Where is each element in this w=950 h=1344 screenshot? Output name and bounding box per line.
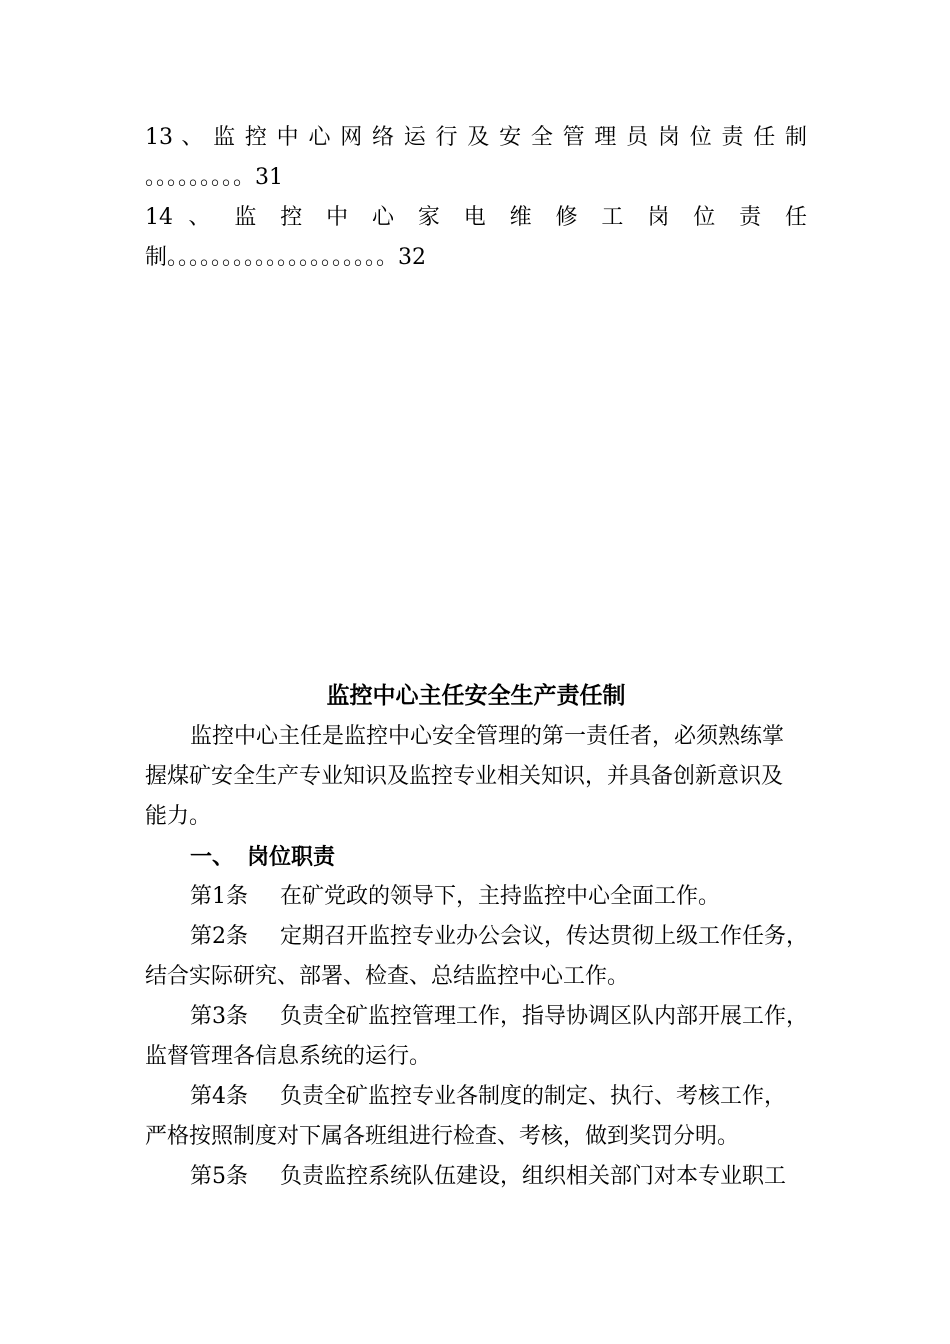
toc-entry-13-line1: 13 、 监 控 中 心 网 络 运 行 及 安 全 管 理 员 岗 位 责 任 制 [145, 125, 807, 150]
article-4-number: 第4条 [190, 1084, 248, 1109]
article-2-number: 第2条 [190, 924, 248, 949]
toc-entry-13-line2: 。。。。。。。。。31 [145, 165, 283, 190]
article-1-number: 第1条 [190, 884, 248, 909]
duties-heading-number: 一、 [190, 844, 235, 870]
article-3-text-1: 负责全矿监控管理工作，指导协调区队内部开展工作， [280, 1004, 809, 1029]
duties-heading-text: 岗位职责 [247, 844, 336, 870]
article-2-line-2: 结合实际研究、部署、检查、总结监控中心工作。 [145, 964, 630, 989]
intro-line-3: 能力。 [145, 804, 212, 829]
article-1-line-1 [190, 877, 720, 917]
article-2-text-1: 定期召开监控专业办公会议，传达贯彻上级工作任务， [280, 924, 809, 949]
article-1-text: 在矿党政的领导下，主持监控中心全面工作。 [280, 884, 721, 909]
section-title: 监控中心主任安全生产责任制 [326, 682, 626, 709]
article-5-line-1 [190, 1157, 786, 1197]
article-3-number: 第3条 [190, 1004, 248, 1029]
article-5-number: 第5条 [190, 1164, 248, 1189]
intro-line-1: 监控中心主任是监控中心安全管理的第一责任者，必须熟练掌 [190, 724, 785, 749]
toc-entry-14-line2: 制。。。。。。。。。。。。。。。。。。。。32 [145, 245, 426, 270]
article-3-line-2: 监督管理各信息系统的运行。 [145, 1044, 432, 1069]
article-3-line-1 [190, 997, 808, 1037]
article-4-text-1: 负责全矿监控专业各制度的制定、执行、考核工作， [280, 1084, 787, 1109]
intro-line-2: 握煤矿安全生产专业知识及监控专业相关知识，并具备创新意识及 [145, 764, 784, 789]
toc-entry-14-line1: 14 、 监 控 中 心 家 电 维 修 工 岗 位 责 任 [145, 205, 807, 230]
article-4-line-1 [190, 1077, 786, 1117]
article-2-line-1 [190, 917, 808, 957]
article-5-text-1: 负责监控系统队伍建设，组织相关部门对本专业职工 [280, 1164, 787, 1189]
duties-heading [190, 837, 335, 877]
article-4-line-2: 严格按照制度对下属各班组进行检查、考核，做到奖罚分明。 [145, 1124, 740, 1149]
